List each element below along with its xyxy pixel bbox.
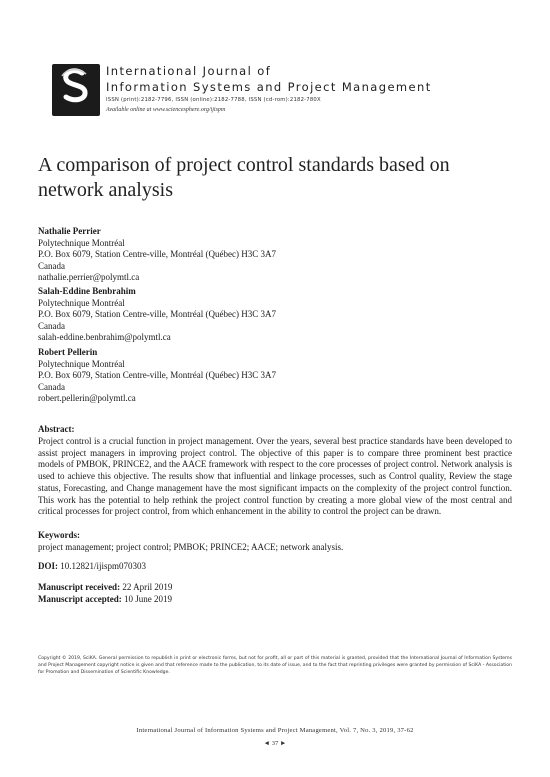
author-block	[38, 226, 498, 284]
abstract-text: Project control is a crucial function in project management. Over the years, several best practice standards have been developed to assist project managers in improving project control. The objective of this paper is to compare three prominent best practice models of PMBOK, PRINCE2, and the AACE framework with respect to the core processes of project control. Network analysis is used to achieve this objective. The results show that influential and linkage processes, such as Control quality, Review the stage status, Forecasting, and Change management have the most significant impacts on the complexity of the project control function. This work has the potential to help rethink the project control function by creating a more global view of the most central and critical processes for project control, from which enhancement in the ability to control the project can be drawn.	[38, 436, 512, 517]
author-email[interactable]: salah-eddine.benbrahim@polymtl.ca	[38, 332, 171, 343]
author-block	[38, 286, 498, 344]
author-affiliation: Polytechnique Montréal	[38, 297, 125, 308]
journal-title-line-1: International Journal of	[106, 64, 272, 78]
abstract-heading: Abstract:	[38, 424, 75, 434]
manuscript-accepted	[38, 594, 172, 604]
page-number: ◄ 37 ►	[263, 740, 287, 747]
received-date: 22 April 2019	[122, 582, 173, 592]
author-country: Canada	[38, 320, 65, 331]
author-name: Robert Pellerin	[38, 347, 98, 357]
logo-wordmark: SciKA	[59, 108, 93, 118]
doi-value[interactable]: 10.12821/ijispm070303	[60, 561, 147, 571]
received-label: Manuscript received:	[38, 582, 121, 592]
doi-label: DOI:	[38, 561, 58, 571]
issn-line: ISSN (print):2182-7796, ISSN (online):2182-7788, ISSN (cd-rom):2182-780X	[106, 97, 321, 103]
author-address: P.O. Box 6079, Station Centre-ville, Montréal (Québec) H3C 3A7	[38, 309, 276, 320]
doi-line	[38, 561, 146, 571]
accepted-date: 10 June 2019	[123, 594, 172, 604]
author-address: P.O. Box 6079, Station Centre-ville, Montréal (Québec) H3C 3A7	[38, 249, 276, 260]
author-country: Canada	[38, 260, 65, 271]
accepted-label: Manuscript accepted:	[38, 594, 122, 604]
manuscript-received	[38, 582, 172, 592]
journal-title-line-2: Information Systems and Project Management	[106, 80, 432, 94]
author-address: P.O. Box 6079, Station Centre-ville, Montréal (Québec) H3C 3A7	[38, 370, 276, 381]
author-country: Canada	[38, 381, 65, 392]
copyright-notice: Copyright © 2019, SciKA. General permission to republish in print or electronic forms, but not for profit, all or part of this material is granted, provided that the International Journal of Information Systems and Project Management copyright notice is given and that reference made to the publication, to its date of issue, and to the fact that reprinting privileges were granted by permission of SciKA - Association for Promotion and Dissemination of Scientific Knowledge.	[38, 656, 512, 675]
author-email[interactable]: nathalie.perrier@polymtl.ca	[38, 272, 140, 283]
author-name: Salah-Eddine Benbrahim	[38, 286, 136, 296]
author-email[interactable]: robert.pellerin@polymtl.ca	[38, 393, 136, 404]
author-block	[38, 347, 498, 405]
author-affiliation: Polytechnique Montréal	[38, 358, 125, 369]
author-affiliation: Polytechnique Montréal	[38, 237, 125, 248]
paper-title: A comparison of project control standards based on network analysis	[38, 154, 450, 201]
footer-citation: International Journal of Information Systems and Project Management, Vol. 7, No. 3, 2019, 37-62	[136, 727, 414, 734]
author-name: Nathalie Perrier	[38, 226, 101, 236]
sciKA-s-logo-icon	[52, 64, 100, 108]
availability-line: Available online at www.sciencesphere.org/ijispm	[106, 107, 226, 113]
keywords-text: project management; project control; PMBOK; PRINCE2; AACE; network analysis.	[38, 542, 344, 552]
keywords-heading: Keywords:	[38, 530, 80, 540]
